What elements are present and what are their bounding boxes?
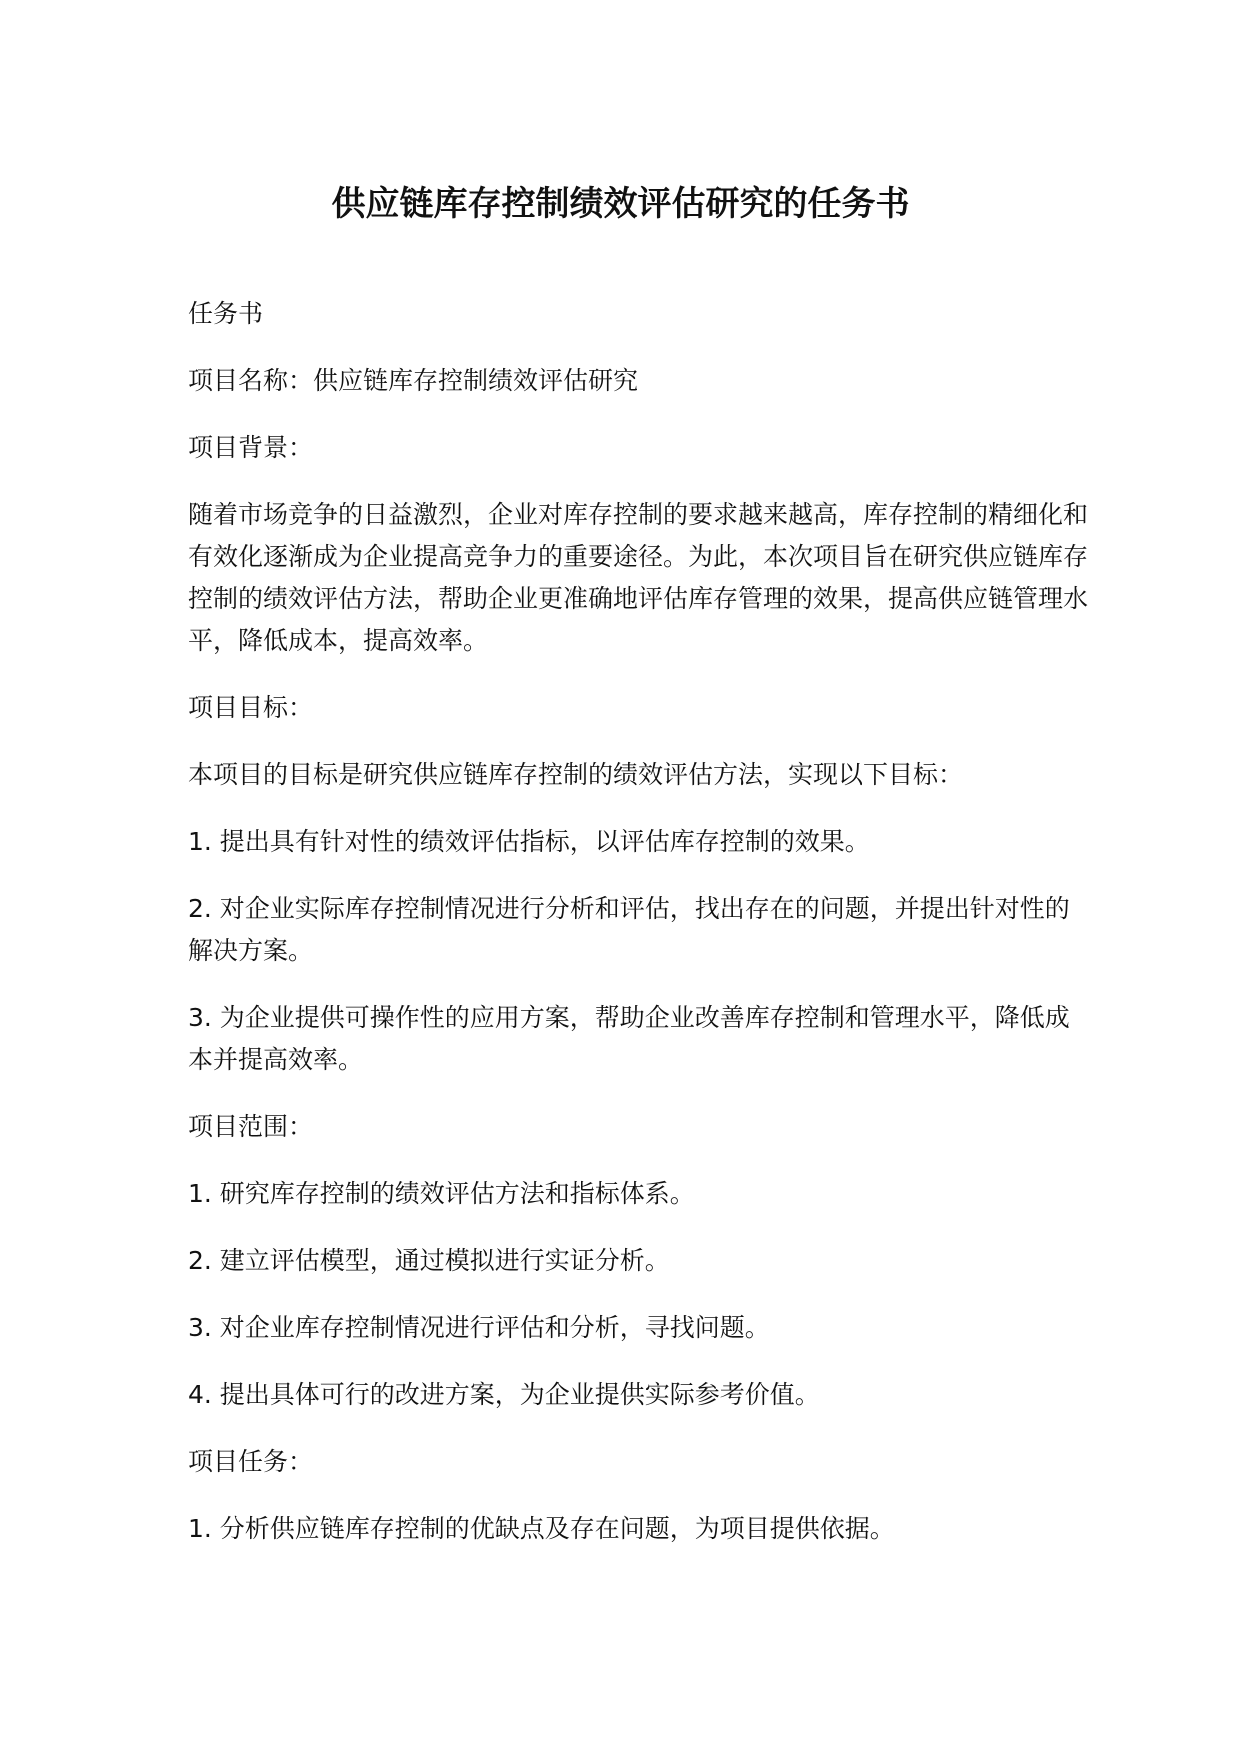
paragraph-goals-heading: 项目目标： [188,693,314,722]
list-item-goal-1: 1. 提出具有针对性的绩效评估指标，以评估库存控制的效果。 [188,827,870,856]
paragraph-background-text: 随着市场竞争的日益激烈，企业对库存控制的要求越来越高，库存控制的精细化和有效化逐渐成为企业提高竞争力的重要途径。为此，本次项目旨在研究供应链库存控制的绩效评估方法，帮助企业更准确地评估库存管理的效果，提高供应链管理水平，降低成本，提高效率。 [188,500,1089,655]
list-item-task-1: 1. 分析供应链库存控制的优缺点及存在问题，为项目提供依据。 [188,1514,895,1543]
paragraph-background-heading: 项目背景： [188,433,314,462]
paragraph-scope-heading: 项目范围： [188,1112,314,1141]
list-item-scope-2: 2. 建立评估模型，通过模拟进行实证分析。 [188,1246,670,1275]
list-item-scope-3: 3. 对企业库存控制情况进行评估和分析，寻找问题。 [188,1313,770,1342]
document-body [188,293,1088,1575]
list-item-goal-3: 3. 为企业提供可操作性的应用方案，帮助企业改善库存控制和管理水平，降低成本并提高效率。 [188,1003,1070,1074]
list-item-scope-4: 4. 提出具体可行的改进方案，为企业提供实际参考价值。 [188,1380,820,1409]
paragraph-project-name: 项目名称：供应链库存控制绩效评估研究 [188,366,639,395]
document-title: 供应链库存控制绩效评估研究的任务书 [331,184,910,224]
list-item-goal-2: 2. 对企业实际库存控制情况进行分析和评估，找出存在的问题，并提出针对性的解决方案。 [188,894,1070,965]
paragraph-goals-intro: 本项目的目标是研究供应链库存控制的绩效评估方法，实现以下目标： [188,760,964,789]
list-item-scope-1: 1. 研究库存控制的绩效评估方法和指标体系。 [188,1179,695,1208]
paragraph-tasks-heading: 项目任务： [188,1447,314,1476]
paragraph-task-heading: 任务书 [188,299,264,328]
